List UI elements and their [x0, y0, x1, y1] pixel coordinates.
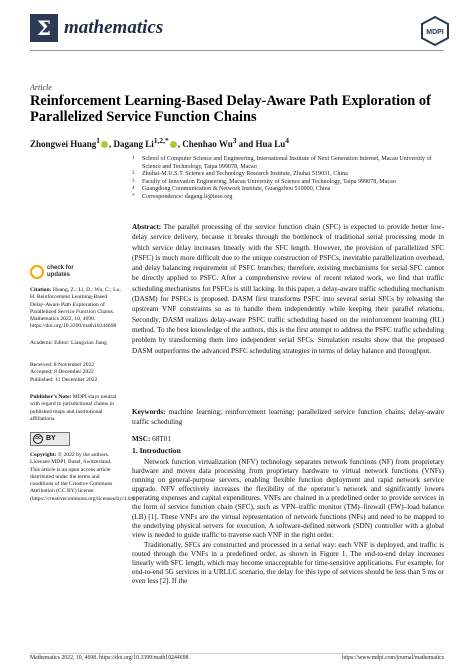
journal-header — [30, 14, 450, 48]
paragraph: Traditionally, SFCs are constructed and processed in a serial way: each VNF is deployed, and traffic is routed through the VNFs in a predefined order, as shown in Figure 1. The end-to-end delay increases linearly with SFC length, which may become unacceptable for time-sensitive applications. For example, for end-to-end 5G services in a URLLC scenario, the delay for this type of services should be less than 5 ms or even less [2]. If the — [132, 540, 444, 586]
article-title: Reinforcement Learning-Based Delay-Aware Path Exploration of Parallelized Service Function Chains — [30, 93, 431, 125]
affiliations — [132, 156, 444, 202]
copyright: Copyright: © 2022 by the authors. Licensee MDPI, Basel, Switzerland. This article is an open access article distributed under the terms and conditions of the Creative Commons Attribution (CC BY) license (https://creativecommons.org/licenses/by/4.0/). — [30, 452, 136, 502]
journal-logo-icon: Σ — [30, 14, 58, 42]
publication-dates — [30, 362, 122, 384]
citation: Citation: Huang, Z.; Li, D.; Wu, C.; Lu, H. Reinforcement Learning-Based Delay-Aware Path Exploration of Parallelized Service Function Chains. Mathematics 2022, 10, 4698. https://doi.org/10.3390/math10244698 — [30, 287, 121, 330]
author-name[interactable]: Zhongwei Huang — [30, 139, 97, 149]
abstract-text: The parallel processing of the service function chain (SFC) is expected to provide better low-delay service delivery, because it breaks through the bottleneck of traditional serial processing mode in which service delay increases linearly with the SFC length. However, the provision of parallelized SFC (PSFC) is much more difficult due to the unique construction of PSFCs, inevitable parallelization overhead, and delay balancing requirement of PSFC branches; therefore, existing mechanisms for serial SFC cannot be directly applied to PSFC. After a comprehensive review of recent related work, we find that traffic scheduling mechanisms for PSFCs is still lacking. In this paper, a delay-aware traffic scheduling mechanism (DASM) for PSFCs is proposed. DASM first transforms PSFC into several serial SFCs by releasing the upstream VNF constraints so as to handle them independently while keeping their parallel relations. Secondly, DASM realizes delay-aware PSFC traffic scheduling based on the reinforcement learning (RL) method. To the best knowledge of the authors, this is the first attempt to address the PSFC traffic scheduling problem by transforming them into independent serial SFCs. Simulation results show that the proposed DASM outperforms the advanced PSFC scheduling strategies in terms of delay balance and throughput. — [132, 223, 444, 355]
keywords — [132, 407, 444, 428]
cc-by-label: BY — [46, 435, 56, 442]
article-type: Article — [30, 83, 52, 92]
paragraph: Network function virtualization (NFV) technology separates network functions (NF) from proprietary hardware and moves data processing from proprietary hardware to virtual network functions (VNFs) running on general-purpose servers, enabling flexible function deployment and rapid network service upgrade. NFV effectively increases the flexibility of the operator’s network and significantly lowers operating expenses and capital expenditures. VNFs are chained in a predefined order to provide services in the form of service function chain (SFC), such as VPN–traffic monitor (TM)–firewall (FW)–load balance (LB) [1]. These VNFs are the virtual representation of network functions (NFs) and need to be mapped to the underlying physical servers for execution. A software-defined network (SDN) controller with a global view is needed to guide traffic to traverse each VNF in the right order. — [132, 458, 444, 539]
author-list: Zhongwei Huang$^1$ , Dagang $Li^{1,2,*}$ , Chenhao Wu$^3$ and Hua Lu$^4$ — [30, 136, 290, 149]
affiliation: 3 Faculty of Innovation Engineering, Macau University of Science and Technology, Taipa 999078, Macao — [132, 178, 396, 185]
footer-journal-link[interactable]: https://www.mdpi.com/journal/mathematics — [341, 655, 444, 661]
author-name[interactable]: Chenhao Wu — [182, 139, 233, 149]
keywords-text: machine learning; reinforcement learning; parallelized service function chains; delay-aware traffic scheduling — [132, 408, 445, 427]
check-for-updates-icon[interactable] — [30, 265, 44, 279]
mdpi-logo-text: MDPI — [426, 29, 444, 36]
author-sup: 4 — [285, 136, 290, 145]
academic-editor: Academic Editor: Liangxiao Jiang — [30, 340, 107, 346]
published-date: Published: 11 December 2022 — [30, 376, 98, 383]
orcid-icon[interactable] — [101, 141, 108, 148]
section-heading: 1. Introduction — [132, 446, 181, 455]
author-name[interactable]: Dagang Li — [113, 139, 154, 149]
received-date: Received: 8 November 2022 — [30, 362, 95, 368]
cc-license-badge[interactable] — [30, 432, 70, 446]
author-name[interactable]: Hua Lu — [255, 139, 286, 149]
msc — [132, 435, 444, 443]
affiliation: 1 School of Computer Science and Engineering, International Institute of Next Generation Internet, Macau University of Science and Technology, Taipa 999078, Macao — [132, 156, 432, 170]
affiliation: 4 Guangdong Communication & Network Institute, Guangzhou 510000, China — [132, 186, 331, 193]
orcid-icon[interactable] — [170, 141, 177, 148]
cc-icon: cc — [33, 434, 43, 444]
msc-code: 68T01 — [152, 435, 171, 443]
accepted-date: Accepted: 8 December 2022 — [30, 369, 94, 376]
abstract — [132, 222, 444, 356]
publisher-note: Publisher’s Note: MDPI stays neutral with regard to jurisdictional claims in published maps and institutional affiliations. — [30, 394, 117, 422]
correspondence[interactable]: * Correspondence: dagang.li@ieee.org — [132, 193, 233, 200]
header-divider — [30, 50, 444, 51]
msc-label: MSC: — [132, 435, 151, 443]
author-sup: 1 — [96, 136, 101, 145]
footer-divider — [30, 653, 444, 654]
footer-citation[interactable]: Mathematics 2022, 10, 4698. https://doi.org/10.3390/math10244698 — [30, 655, 189, 661]
author-sup: 1,2,* — [153, 136, 169, 145]
introduction-body — [132, 458, 444, 587]
keywords-label: Keywords: — [132, 408, 166, 416]
journal-name: mathematics — [64, 17, 164, 38]
author-sup: 3 — [232, 136, 237, 145]
check-for-updates-button[interactable]: check for updates — [47, 265, 74, 278]
mdpi-logo — [420, 16, 450, 46]
abstract-label: Abstract: — [132, 223, 162, 231]
affiliation: 2 Zhuhai-M.U.S.T. Science and Technology Research Institute, Zhuhai 519031, China — [132, 171, 348, 178]
